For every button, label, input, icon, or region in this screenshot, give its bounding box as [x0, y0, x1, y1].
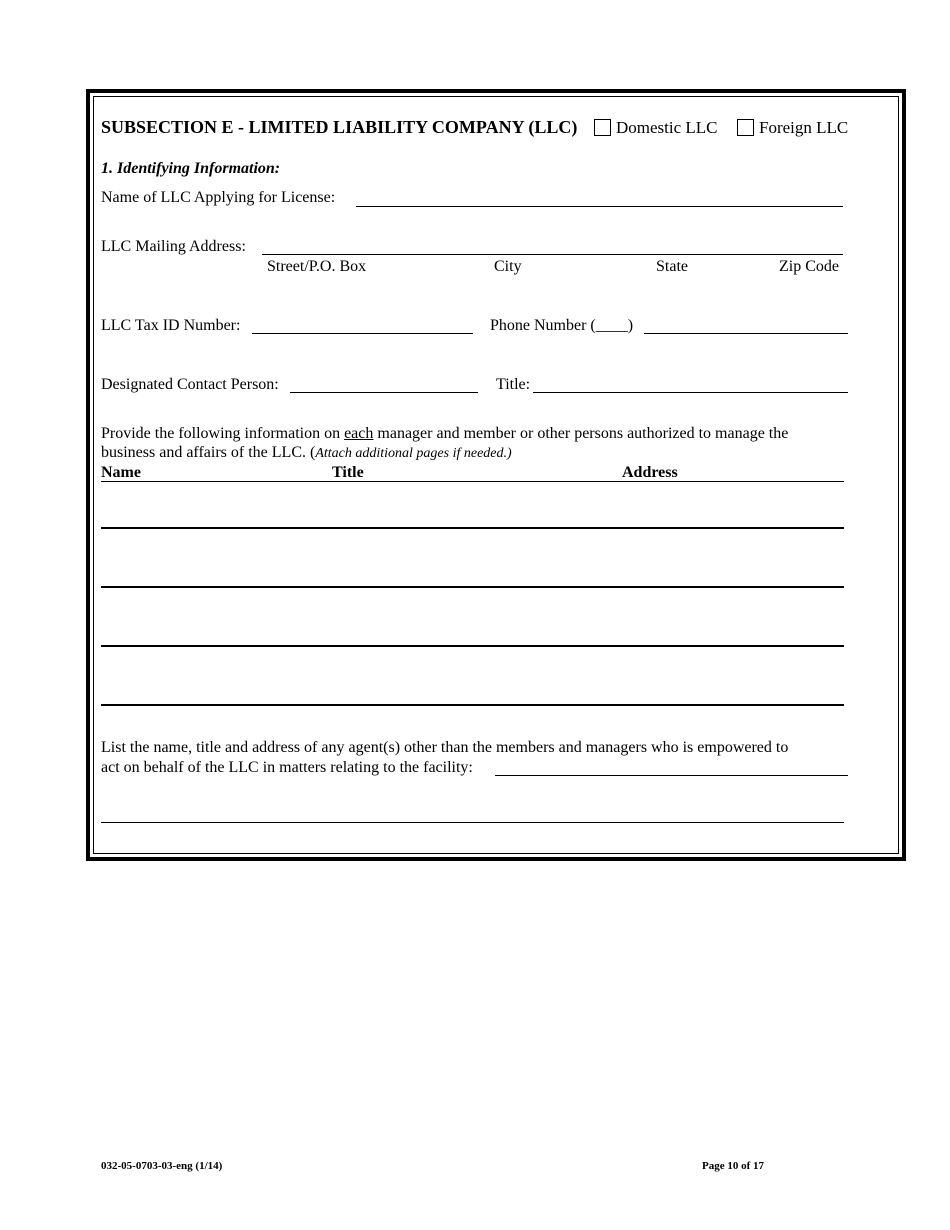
- contact-person-label: Designated Contact Person:: [101, 376, 279, 393]
- tax-id-label: LLC Tax ID Number:: [101, 317, 241, 334]
- mailing-address-label: LLC Mailing Address:: [101, 238, 246, 255]
- managers-intro-line2-pre: business and affairs of the LLC. (: [101, 444, 316, 461]
- domestic-llc-label: Domestic LLC: [616, 118, 718, 137]
- managers-intro-note: Attach additional pages if needed.): [315, 446, 512, 461]
- header-underline: [101, 481, 844, 482]
- foreign-llc-checkbox[interactable]: [737, 119, 754, 136]
- manager-entry-line[interactable]: [101, 527, 844, 529]
- identifying-heading: 1. Identifying Information:: [101, 160, 281, 177]
- form-id: 032-05-0703-03-eng (1/14): [101, 1160, 223, 1172]
- manager-entry-line[interactable]: [101, 586, 844, 588]
- agents-field[interactable]: [495, 757, 848, 776]
- col-name-header: Name: [101, 464, 141, 481]
- contact-person-field[interactable]: [290, 374, 478, 393]
- contact-title-label: Title:: [496, 376, 531, 393]
- section-title: SUBSECTION E - LIMITED LIABILITY COMPANY (LLC): [101, 117, 578, 137]
- managers-intro-line2: [101, 445, 512, 461]
- agents-line2: act on behalf of the LLC in matters relating to the facility:: [101, 759, 473, 776]
- managers-intro-pre: Provide the following information on: [101, 425, 345, 442]
- street-sublabel: Street/P.O. Box: [267, 258, 367, 275]
- mailing-address-field[interactable]: [262, 236, 843, 255]
- tax-id-field[interactable]: [252, 315, 473, 334]
- manager-entry-line[interactable]: [101, 645, 844, 647]
- llc-name-field[interactable]: [356, 188, 843, 207]
- state-sublabel: State: [656, 258, 688, 275]
- managers-intro-each: each: [344, 425, 374, 442]
- llc-name-label: Name of LLC Applying for License:: [101, 189, 336, 206]
- contact-title-field[interactable]: [533, 374, 848, 393]
- domestic-llc-checkbox[interactable]: [594, 119, 611, 136]
- phone-field[interactable]: [644, 315, 848, 334]
- managers-intro-post: manager and member or other persons authorized to manage the: [373, 425, 789, 442]
- managers-intro-line1: [101, 426, 788, 442]
- agents-extra-line[interactable]: [101, 822, 844, 823]
- agents-line1: List the name, title and address of any agent(s) other than the members and managers who is empowered to: [101, 739, 789, 756]
- zip-sublabel: Zip Code: [779, 258, 839, 275]
- foreign-llc-label: Foreign LLC: [759, 118, 849, 137]
- page-number: Page 10 of 17: [702, 1160, 765, 1172]
- manager-entry-line[interactable]: [101, 704, 844, 706]
- city-sublabel: City: [494, 258, 522, 275]
- col-address-header: Address: [622, 464, 678, 481]
- col-title-header: Title: [332, 464, 364, 481]
- phone-label: Phone Number (____): [490, 317, 634, 334]
